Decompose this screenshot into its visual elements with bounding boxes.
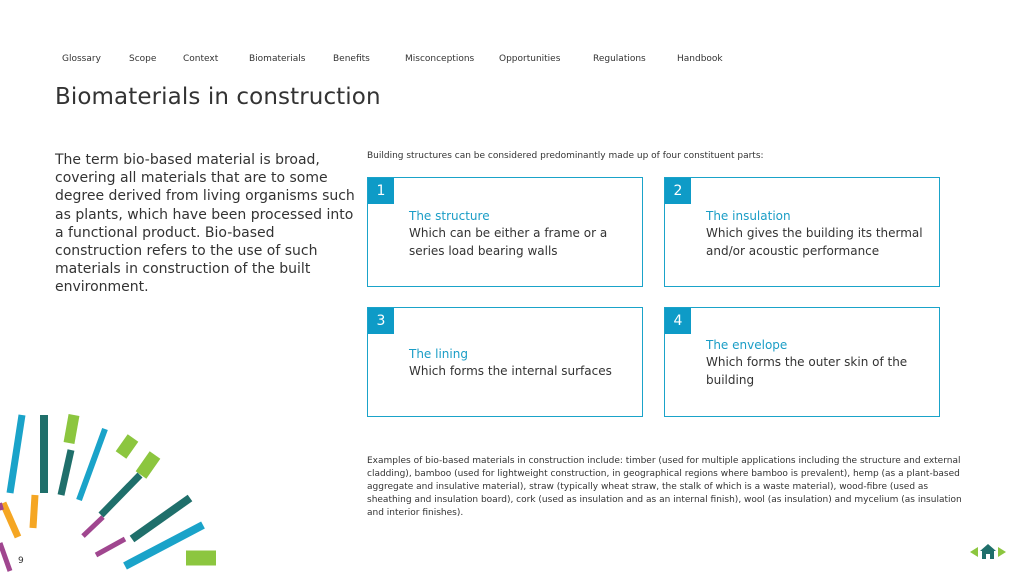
card-body <box>409 207 635 260</box>
card-description: Which forms the internal surfaces <box>409 364 612 378</box>
part-card-structure <box>367 177 643 287</box>
card-number: 1 <box>368 178 394 204</box>
nav-opportunities[interactable]: Opportunities <box>499 54 561 64</box>
card-description: Which gives the building its thermal and/or acoustic performance <box>706 226 923 258</box>
examples-paragraph: Examples of bio-based materials in construction include: timber (used for multiple applications including the structure and external cladding), bamboo (used for lightweight construction, in geographical regions where bamboo is prevalent), hemp (as a plant-based aggregate and insulative material), straw (typically wheat straw, the stalk of which is a waste material), wood-fibre (used as sheathing and insulation board), cork (used as insulation and as an internal finish), wool (as insulation) and mycelium (as insulation and interior finishes). <box>367 456 962 519</box>
card-description: Which can be either a frame or a series load bearing walls <box>409 226 608 258</box>
home-icon[interactable] <box>980 544 996 559</box>
nav-regulations[interactable]: Regulations <box>593 54 646 64</box>
triangle-left-icon[interactable] <box>970 547 978 557</box>
card-number: 3 <box>368 308 394 334</box>
card-body <box>706 207 932 260</box>
nav-benefits[interactable]: Benefits <box>333 54 370 64</box>
navigation-controls <box>970 544 1010 560</box>
card-body <box>706 336 932 389</box>
top-navigation <box>0 54 1024 68</box>
nav-biomaterials[interactable]: Biomaterials <box>249 54 306 64</box>
decorative-stripes-graphic <box>0 395 230 576</box>
part-card-envelope <box>664 307 940 417</box>
nav-glossary[interactable]: Glossary <box>62 54 101 64</box>
triangle-right-icon[interactable] <box>998 547 1006 557</box>
nav-context[interactable]: Context <box>183 54 219 64</box>
page-title: Biomaterials in construction <box>55 84 381 110</box>
intro-paragraph: The term bio-based material is broad, covering all materials that are to some degree derived from living organisms such as plants, which have been processed into a functional product. Bio-based construction refers to the use of such materials in construction of the built environment. <box>55 152 355 296</box>
nav-handbook[interactable]: Handbook <box>677 54 723 64</box>
part-card-lining <box>367 307 643 417</box>
card-description: Which forms the outer skin of the building <box>706 355 908 387</box>
page-number: 9 <box>18 556 24 566</box>
part-card-insulation <box>664 177 940 287</box>
nav-misconceptions[interactable]: Misconceptions <box>405 54 475 64</box>
card-number: 2 <box>665 178 691 204</box>
card-body <box>409 345 635 381</box>
nav-scope[interactable]: Scope <box>129 54 157 64</box>
card-title: The envelope <box>706 338 788 352</box>
card-title: The lining <box>409 347 468 361</box>
card-title: The insulation <box>706 209 791 223</box>
parts-lead-text: Building structures can be considered predominantly made up of four constituent parts: <box>367 151 764 161</box>
card-number: 4 <box>665 308 691 334</box>
card-title: The structure <box>409 209 490 223</box>
